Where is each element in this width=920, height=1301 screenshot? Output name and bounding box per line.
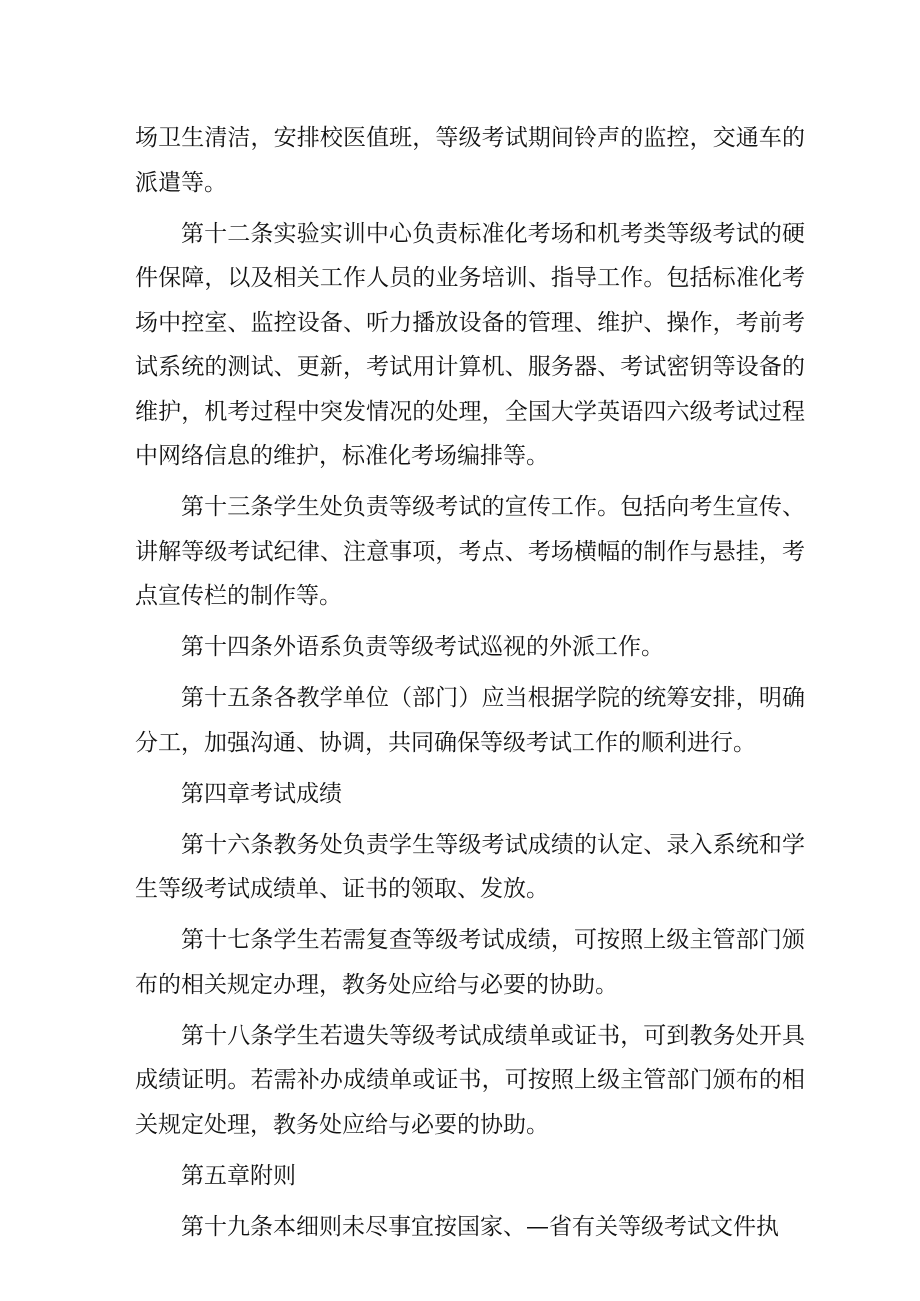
- chapter-heading-4: 第四章考试成绩: [181, 780, 342, 807]
- paragraph-article-13: 第十三条学生处负责等级考试的宣传工作。包括向考生宣传、讲解等级考试纪律、注意事项，考点、考场横幅的制作与悬挂，考点宣传栏的制作等。: [135, 494, 805, 609]
- chapter-heading-5: 第五章附则: [181, 1162, 296, 1189]
- paragraph-article-15: 第十五条各教学单位（部门）应当根据学院的统筹安排，明确分工，加强沟通、协调，共同确保等级考试工作的顺利进行。: [135, 685, 805, 756]
- paragraph-continued: 场卫生清洁，安排校医值班，等级考试期间铃声的监控，交通车的派遣等。: [135, 125, 805, 196]
- document-body: [135, 116, 805, 1256]
- paragraph-article-19: 第十九条本细则未尽事宜按国家、—省有关等级考试文件执: [181, 1213, 779, 1240]
- paragraph-article-17: 第十七条学生若需复查等级考试成绩，可按照上级主管部门颁布的相关规定办理，教务处应给与必要的协助。: [135, 927, 805, 998]
- paragraph-article-14: 第十四条外语系负责等级考试巡视的外派工作。: [181, 634, 664, 660]
- paragraph-article-12: 第十二条实验实训中心负责标准化考场和机考类等级考试的硬件保障，以及相关工作人员的业务培训、指导工作。包括标准化考场中控室、监控设备、听力播放设备的管理、维护、操作，考前考试系统的测试、更新，考试用计算机、服务器、考试密钥等设备的维护，机考过程中突发情况的处理，全国大学英语四六级考试过程中网络信息的维护，标准化考场编排等。: [135, 220, 805, 469]
- paragraph-article-16: 第十六条教务处负责学生等级考试成绩的认定、录入系统和学生等级考试成绩单、证书的领取、发放。: [135, 831, 805, 902]
- paragraph-article-18: 第十八条学生若遗失等级考试成绩单或证书，可到教务处开具成绩证明。若需补办成绩单或证书，可按照上级主管部门颁布的相关规定处理，教务处应给与必要的协助。: [135, 1022, 805, 1138]
